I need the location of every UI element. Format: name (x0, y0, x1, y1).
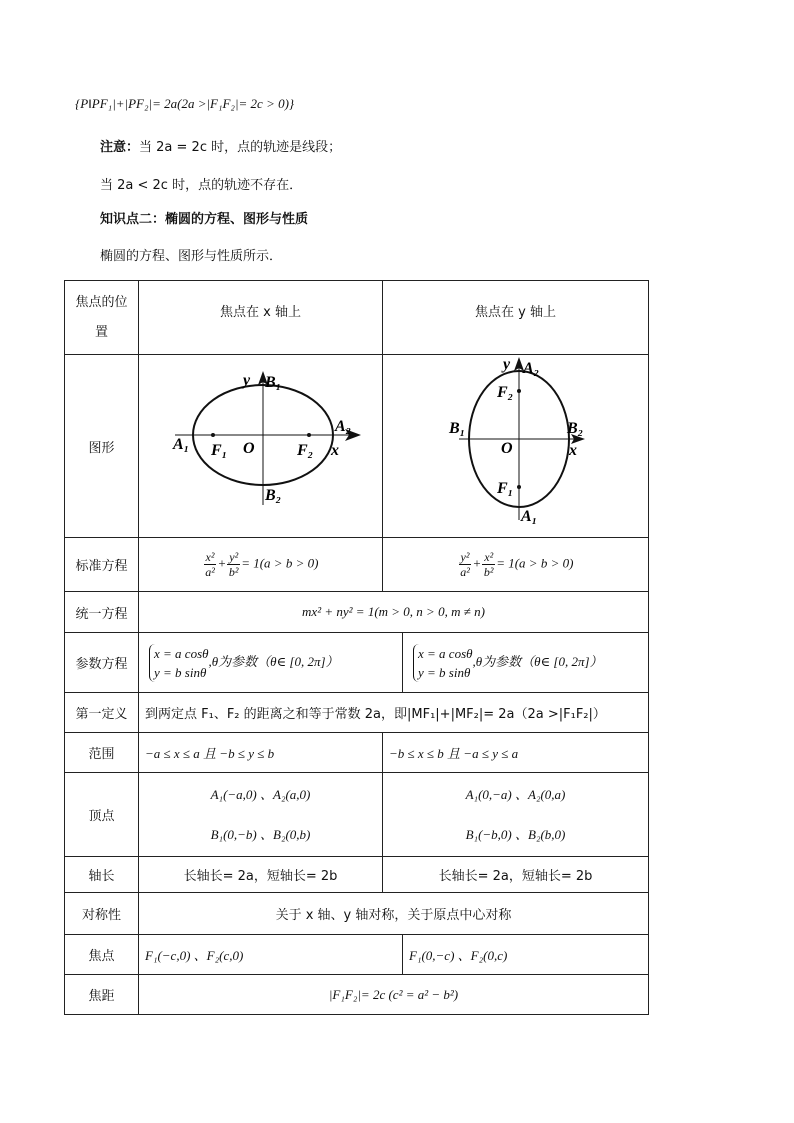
row-foci (65, 935, 649, 975)
svg-text:B₁: B₁ (265, 374, 282, 391)
section-title: 知识点二：椭圆的方程、图形与性质 (100, 212, 309, 227)
param-eq-y: x = a cosθ y = b sinθ ,θ为参数（θ∈ [0, 2π]） (403, 633, 649, 693)
ellipse-properties-table (64, 280, 649, 1015)
label-symmetry: 对称性 (65, 893, 139, 935)
unified-eq: mx² + ny² = 1(m > 0, n > 0, m ≠ n) (139, 592, 649, 633)
figure-x-ellipse (139, 355, 383, 538)
row-focal-distance (65, 975, 649, 1015)
svg-text:x: x (569, 442, 577, 459)
note-line (100, 136, 341, 155)
vertex-y: A₁(0,−a) 、A₂(0,a) B₁(−b,0) 、B₂(b,0) (383, 773, 649, 857)
range-y: −b ≤ x ≤ b 且 −a ≤ y ≤ a (383, 733, 649, 773)
svg-text:B₁: B₁ (449, 420, 466, 437)
row-range (65, 733, 649, 773)
first-definition-text: 到两定点 F₁、F₂ 的距离之和等于常数 2a，即|MF₁|+|MF₂|= 2a（2a >|F₁F₂|） (139, 693, 649, 733)
section-description: 椭圆的方程、图形与性质所示． (100, 249, 283, 264)
label-axis-length: 轴长 (65, 857, 139, 893)
row-figure (65, 355, 649, 538)
svg-text:A₁: A₁ (173, 436, 190, 453)
svg-text:O: O (243, 440, 255, 457)
row-axis-length (65, 857, 649, 893)
label-focal-distance: 焦距 (65, 975, 139, 1015)
row-vertex (65, 773, 649, 857)
axis-length-y: 长轴长= 2a，短轴长= 2b (383, 857, 649, 893)
row-symmetry (65, 893, 649, 935)
vertex-x: A₁(−a,0) 、A₂(a,0) B₁(0,−b) 、B₂(0,b) (139, 773, 383, 857)
svg-text:B₂: B₂ (265, 487, 282, 504)
label-vertex: 顶点 (65, 773, 139, 857)
row-standard-equation (65, 538, 649, 592)
symmetry-text: 关于 x 轴、y 轴对称，关于原点中心对称 (139, 893, 649, 935)
row-param-equation (65, 633, 649, 693)
y-axis-ellipse-diagram (383, 355, 649, 533)
label-unified-equation: 统一方程 (65, 592, 139, 633)
note-line-2: 当 2a < 2c 时，点的轨迹不存在． (100, 178, 303, 193)
set-definition: {P‖PF₁|+|PF₂|= 2a(2a >|F₁F₂|= 2c > 0)} (75, 96, 295, 111)
label-range: 范围 (65, 733, 139, 773)
figure-y-ellipse (383, 355, 649, 538)
svg-text:F₂: F₂ (297, 442, 314, 459)
row-first-definition (65, 693, 649, 733)
label-param-equation: 参数方程 (65, 633, 139, 693)
svg-text:O: O (501, 440, 513, 457)
svg-text:F₁: F₁ (497, 480, 514, 497)
range-x: −a ≤ x ≤ a 且 −b ≤ y ≤ b (139, 733, 383, 773)
standard-eq-x: $\frac{\text{x²}}{\text{a²}}$ + $\frac{\text{y²}}{\text{b²}}$ = 1(a > b > 0) (139, 538, 383, 592)
foci-x: F₁(−c,0) 、F₂(c,0) (139, 935, 403, 975)
svg-text:F₂: F₂ (497, 384, 514, 401)
row-unified-equation (65, 592, 649, 633)
label-figure: 图形 (65, 355, 139, 538)
svg-text:y: y (243, 372, 251, 389)
header-y-case: 焦点在 y 轴上 (383, 281, 649, 355)
label-foci: 焦点 (65, 935, 139, 975)
svg-text:A₁: A₁ (521, 508, 538, 525)
label-first-definition: 第一定义 (65, 693, 139, 733)
axis-length-x: 长轴长= 2a，短轴长= 2b (139, 857, 383, 893)
note-label: 注意： (100, 140, 140, 155)
svg-text:B₂: B₂ (567, 420, 584, 437)
row-focus-position (65, 281, 649, 355)
svg-text:A₂: A₂ (335, 418, 352, 435)
svg-text:y: y (503, 356, 511, 373)
foci-y: F₁(0,−c) 、F₂(0,c) (403, 935, 649, 975)
focal-distance-text: |F₁F₂|= 2c (c² = a² − b²) (139, 975, 649, 1015)
svg-text:A₂: A₂ (523, 360, 540, 377)
param-eq-x: x = a cosθ y = b sinθ ,θ为参数（θ∈ [0, 2π]） (139, 633, 403, 693)
label-focus-position: 焦点的位 置 (65, 281, 139, 355)
standard-eq-y: $\frac{\text{y²}}{\text{a²}}$ + $\frac{\text{x²}}{\text{b²}}$ = 1(a > b > 0) (383, 538, 649, 592)
note-text: 当 2a = 2c 时，点的轨迹是线段； (139, 140, 342, 155)
header-x-case: 焦点在 x 轴上 (139, 281, 383, 355)
svg-text:x: x (331, 442, 339, 459)
svg-text:F₁: F₁ (211, 442, 228, 459)
x-axis-ellipse-diagram (139, 355, 383, 533)
label-standard-equation: 标准方程 (65, 538, 139, 592)
